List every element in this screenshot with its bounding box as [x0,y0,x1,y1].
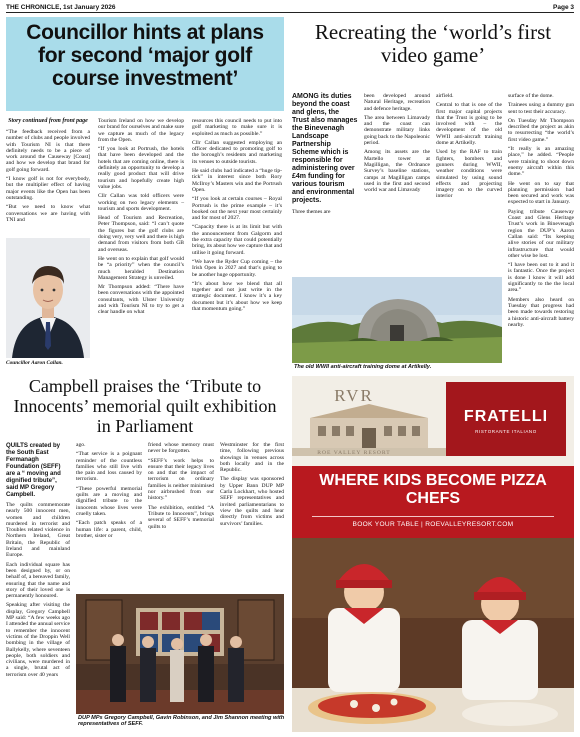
paragraph: “Capacity there is at its limit but with the announcement from Galgorm and the extra capacity that could potentially bring, its about how we capture that and utilise it going forward. [192,224,282,256]
article2-col1 [292,93,358,218]
paragraph: He said clubs had indicated a “huge tip-tick” in interest since both Rory McIlroy’s Masters win and the Portrush Open. [192,168,282,193]
article1-body [6,118,284,370]
paragraph: surface of the dome. [508,93,554,99]
paragraph: friend whose memory must never be forgotten. [148,442,214,455]
dup-mps-caption: DUP MPs Gregory Campbell, Gavin Robinson, and Jim Shannon meeting with representatives of SEFF. [78,715,285,728]
article2-col3 [436,93,502,203]
paragraph: resources this council needs to put into golf marketing to make sure it is exploited as much as possible.” [192,118,282,137]
paragraph: airfield. [436,93,454,99]
paragraph: The display was sponsored by Upper Bann DUP MP Carla Lockhart, who hosted SEFF representatives and invited parliamentarians to view the quilts and hear directly from victims and survivors’ families. [220,476,284,527]
paragraph: “The feedback received from a number of clubs and people involved with Tourism NI is that there definitely needs to be a piece of work around the Causeway [Coast] and how we develop that brand for golf going forward. [6,129,90,173]
aaron-callan-caption: Councillor Aaron Callan. [6,360,63,366]
article2-headline: Recreating the ‘world’s first video game’ [314,20,552,67]
paragraph: Members also heard on Tuesday that progress had been made towards restoring a historic anti-aircraft battery nearby. [508,296,574,328]
advert-divider [312,516,554,517]
kids-pizza-photo [292,538,574,732]
paragraph: Three themes are [292,209,331,215]
paragraph: been developed around Natural Heritage, recreation and defence heritage. [364,93,430,112]
paragraph: The area between Limavady and the coast can demonstrate military links going back to the Napoleonic period. [364,114,430,147]
paragraph: Central to that is one of the first major capital projects that the Trust is going to be involved with – the development of the old WWII anti-aircraft training dome at Artikelly. [436,102,502,147]
dup-mps-photo [76,594,284,714]
book-table-link[interactable]: BOOK YOUR TABLE | ROEVALLEYRESORT.COM [352,521,514,528]
paragraph: “It’s about how we blend that all together and not just write in the strategic document. I know it’s a key document but it’s about how we keep that momentum going.” [192,280,282,313]
paragraph: He went on to say that planning permission had been secured and work was expected to start in January. [508,180,574,206]
paragraph: Mr Thompson added: “There have been conversations with the appointed consultants, with Ulster University and with Tourism NI to try to get a clear handle on what [98,284,184,316]
article3-body [6,442,284,732]
article2-lede: AMONG its duties beyond the coast and glens, the Trust also manages the Binevenagh Landscape Partnership Scheme which is responsible for administering over £4m funding for various tourism and environmental projects. [292,93,358,204]
advert-top-panel [292,376,574,466]
paragraph: “Each patch speaks of a human life: a parent, child, brother, sister or [76,520,142,539]
roe-valley-logo [306,386,402,456]
article3-col3 [148,442,214,533]
paragraph: “We have the Ryder Cup coming – the Irish Open in 2027 and that’s going to be another huge opportunity. [192,258,282,278]
paragraph: Each individual square has been designed by, or on behalf of, a bereaved family, ensuring that the name and story of their loved one is permanently honoured. [6,561,70,600]
paragraph: “It really is an amazing place,” he added. “People were training to shoot down enemy aircraft within this dome.” [508,146,574,178]
paragraph: Tourism Ireland on how we develop our brand for ourselves and make sure we capture as much of the legacy from the Open. [98,118,184,143]
article3-lede: QUILTS created by the South East Fermanagh Foundation (SEFF) are a “ moving and dignified tribute”, said MP Gregory Campbell. [6,442,61,498]
paragraph: “If you look at certain courses – Royal Portrush is the prime example – it’s booked out the next year most certainly and for most of 2027. [192,196,282,222]
paragraph: ago. [76,442,86,448]
paragraph: Speaking after visiting the display, Gregory Campbell MP said: “A few weeks ago I attended the annual service to remember the innocent victims of the Droppin Well bombing in the village of Ballykelly, where seventeen people, both soldiers and civilians, were murdered in a single, brutal act of terrorism over 40 years [6,602,70,678]
masthead [6,3,574,13]
article1-col2 [98,118,184,319]
paragraph: Cllr Callan suggested employing an officer dedicated to promoting golf to the borough’s residents and marketing its venues to outside tourists. [192,139,282,165]
paragraph: He went on to explain that golf would be “a priority” when the council’s much heralded Destination Management Strategy is unveiled. [98,255,184,281]
paragraph: Used by the RAF to train fighters, bombers and gunners during WWII, weather conditions were simulated by using sound effects and projecting imagery on to the curved interior [436,149,502,200]
article1-col1 [6,118,90,226]
training-dome-photo [292,277,502,363]
article1-headline: Councillor hints at plans for second ‘major golf course investment’ [6,17,284,111]
article2-col2 [364,93,430,196]
paper-date: THE CHRONICLE, 1st January 2026 [6,4,116,11]
fratelli-wordmark: FRATELLI [463,408,549,425]
article2-col4 [508,93,574,331]
paragraph: The exhibition, entitled “A Tribute to Innocents”, brings several of SEFF’s memorial quilts to [148,504,214,530]
paragraph: “I have been out to it and it is fantastic. Once the project is done I know it will add significantly to the the local area.” [508,262,574,294]
paragraph: Westminster for the first time, following previous showings in venues across both locally and in the Republic. [220,442,284,474]
paragraph: Trainees using a dummy gun sent to test their accuracy. [508,102,574,115]
paragraph: “SEFF’s work helps to ensure that their legacy lives on and that the impact of terrorism on ordinary families is neither minimised nor airbrushed from our history.” [148,457,214,502]
article1-col3 [192,118,282,315]
paragraph: Among its assets are the Martello tower at Magilligan, the Ordnance Survey’s baseline stations, camps at Magilligan camps used in the first and second world war and Limavady [364,149,430,194]
page-number: Page 3 [553,4,574,11]
fratelli-logo [446,382,566,456]
article3-col1 [6,442,70,681]
paragraph: Head of Tourism and Recreation, Peter Thompson, said: “I can’t quote the figures but the golf clubs are doing very, very well and there is high demand from visitors from both GB and overseas. [98,215,185,253]
paragraph: The quilts commemorate nearly 500 innocent men, women and children murdered in terrorist and Troubles related violence in Northern Ireland, Great Britain, the Republic of Ireland and mainland Europe. [6,502,70,559]
resort-name: ROE VALLEY RESORT [317,450,391,456]
advert-headline: WHERE KIDS BECOME PIZZA CHEFS [319,472,547,507]
paragraph: “These powerful memorial quilts are a moving and dignified tribute to the innocents whose lives were cruelly taken. [76,485,142,517]
aaron-callan-photo [6,238,90,358]
article3-col2 [76,442,142,542]
paragraph: Paying tribute Causeway Coast and Glens Heritage Trust’s work in Binevenagh region the DUP’s Aaron Callan said: “Its keeping alive stories of our military infrastructure that would other wise be lost. [508,208,574,259]
article3-col4 [220,442,284,530]
article3-headline: Campbell praises the ‘Tribute to Innocents’ memorial quilt exhibition in Parliament [13,376,277,436]
fratelli-advert[interactable] [292,376,574,732]
training-dome-caption: The old WWII anti-aircraft training dome at Artikelly. [294,364,432,370]
article1-kicker: Story continued from front page [8,118,88,124]
paragraph: “If you look at Portrush, the hotels that have been developed and the hotels that are coming online, there is definitely an opportunity to develop a really good product that will drive tourism and hopefully create high value jobs. [98,146,184,190]
paragraph: On Tuesday Mr Thompson described the project as akin to resurrecting “the world’s first video game.” [508,117,574,143]
rvr-monogram: RVR [334,386,374,405]
paragraph: “But we need to know what conversations we are having with TNI and [6,204,90,223]
paragraph: “That service is a poignant reminder of the countless families who still live with the pain and loss caused by terrorism. [76,451,142,483]
paragraph: Cllr Callan was told officers were working on two legacy elements – tourism and sports development. [98,193,184,212]
paragraph: “I know golf is not for everybody, but the multiplier effect of having major events like the Open has been outstanding. [6,176,90,201]
fratelli-subtitle: RISTORANTE ITALIANO [475,429,537,434]
article2-body [292,93,574,371]
